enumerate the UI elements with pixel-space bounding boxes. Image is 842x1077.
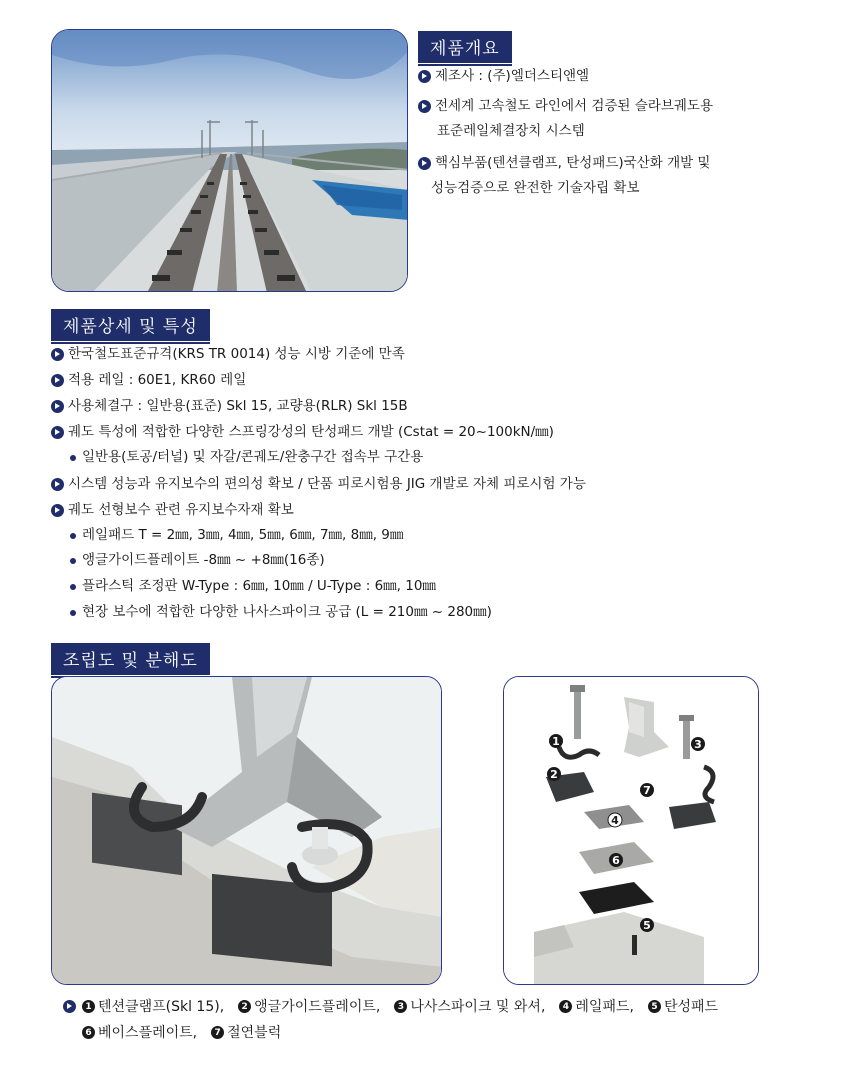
legend-item bbox=[82, 997, 224, 1017]
details-line-text: 레일패드 T = 2㎜, 3㎜, 4㎜, 5㎜, 6㎜, 7㎜, 8㎜, 9㎜ bbox=[82, 527, 404, 543]
railway-bridge-illustration bbox=[52, 30, 408, 292]
details-line bbox=[51, 475, 586, 494]
legend-label: 탄성패드 bbox=[663, 999, 719, 1015]
details-line bbox=[51, 501, 294, 520]
legend-label: 앵글가이드플레이트, bbox=[254, 999, 381, 1015]
arrow-bullet-icon bbox=[418, 70, 431, 83]
arrow-bullet-icon bbox=[51, 478, 64, 491]
details-line-text: 궤도 선형보수 관련 유지보수자재 확보 bbox=[68, 502, 294, 518]
overview-bullet-text: 제조사 : (주)엘더스티앤엘 bbox=[435, 68, 590, 84]
exploded-fastening-image bbox=[503, 676, 759, 985]
overview-bullet-text: 표준레일체결장치 시스템 bbox=[437, 123, 585, 139]
legend-item bbox=[559, 997, 634, 1017]
details-subline bbox=[70, 577, 436, 596]
legend-label: 베이스플레이트, bbox=[98, 1025, 198, 1041]
arrow-bullet-icon bbox=[51, 504, 64, 517]
part-marker-label: 4 bbox=[611, 814, 619, 827]
legend-label: 텐션클램프(Skl 15), bbox=[98, 999, 225, 1015]
details-heading: 제품상세 및 특성 bbox=[51, 309, 210, 341]
details-line bbox=[51, 397, 408, 416]
dot-bullet-icon bbox=[70, 610, 76, 616]
overview-bullet-text: 핵심부품(텐션클램프, 탄성패드)국산화 개발 및 bbox=[435, 155, 711, 171]
arrow-bullet-icon bbox=[418, 157, 431, 170]
details-line-text: 현장 보수에 적합한 다양한 나사스파이크 공급 (L = 210㎜ ~ 280㎜) bbox=[82, 604, 492, 620]
arrow-bullet-icon bbox=[51, 400, 64, 413]
part-marker-label: 2 bbox=[550, 768, 558, 781]
parts-legend-row-2 bbox=[82, 1023, 295, 1043]
part-marker-label: 5 bbox=[643, 919, 651, 932]
legend-label: 절연블럭 bbox=[227, 1025, 282, 1041]
number-badge-icon: 6 bbox=[82, 1026, 95, 1039]
overview-bullet-verified bbox=[418, 97, 713, 116]
spike-part bbox=[574, 689, 581, 739]
details-line bbox=[51, 345, 405, 364]
legend-label: 나사스파이크 및 와셔, bbox=[410, 999, 546, 1015]
details-line bbox=[51, 371, 246, 390]
dot-bullet-icon bbox=[70, 558, 76, 564]
details-subline bbox=[70, 448, 423, 467]
details-line bbox=[51, 423, 554, 442]
number-badge-icon: 7 bbox=[211, 1026, 224, 1039]
arrow-bullet-icon bbox=[63, 1000, 76, 1013]
details-line-text: 궤도 특성에 적합한 다양한 스프링강성의 탄성패드 개발 (Cstat = 20~100kN/㎜) bbox=[68, 424, 554, 440]
overview-bullet-localization-cont bbox=[431, 179, 640, 198]
overview-bullet-text: 전세계 고속철도 라인에서 검증된 슬라브궤도용 bbox=[435, 98, 713, 114]
details-line-text: 일반용(토공/터널) 및 자갈/콘궤도/완충구간 접속부 구간용 bbox=[82, 449, 424, 465]
number-badge-icon: 2 bbox=[238, 1000, 251, 1013]
details-line-text: 적용 레일 : 60E1, KR60 레일 bbox=[68, 372, 247, 388]
dot-bullet-icon bbox=[70, 455, 76, 461]
details-subline bbox=[70, 603, 492, 622]
overview-bullet-verified-cont bbox=[437, 122, 585, 141]
exploded-fastening-illustration bbox=[504, 677, 759, 985]
overview-bullet-text: 성능검증으로 완전한 기술자립 확보 bbox=[431, 180, 640, 196]
details-line-text: 시스템 성능과 유지보수의 편의성 확보 / 단품 피로시험용 JIG 개발로 자체 피로시험 가능 bbox=[68, 476, 586, 492]
arrow-bullet-icon bbox=[418, 100, 431, 113]
assembled-fastening-illustration bbox=[52, 677, 442, 985]
number-badge-icon: 1 bbox=[82, 1000, 95, 1013]
details-line-text: 사용체결구 : 일반용(표준) Skl 15, 교량용(RLR) Skl 15B bbox=[68, 398, 408, 414]
legend-label: 레일패드, bbox=[575, 999, 634, 1015]
assembled-fastening-image bbox=[51, 676, 442, 985]
legend-item bbox=[82, 1023, 197, 1043]
details-line-text: 플라스틱 조정판 W-Type : 6㎜, 10㎜ / U-Type : 6㎜, 10㎜ bbox=[82, 578, 436, 594]
assembly-heading: 조립도 및 분해도 bbox=[51, 643, 210, 675]
overview-bullet-localization bbox=[418, 154, 710, 173]
overview-bullet-manufacturer bbox=[418, 67, 589, 86]
details-line-text: 한국철도표준규격(KRS TR 0014) 성능 시방 기준에 만족 bbox=[68, 346, 405, 362]
legend-item bbox=[648, 997, 718, 1017]
arrow-bullet-icon bbox=[51, 426, 64, 439]
legend-item bbox=[238, 997, 380, 1017]
dot-bullet-icon bbox=[70, 584, 76, 590]
number-badge-icon: 5 bbox=[648, 1000, 661, 1013]
arrow-bullet-icon bbox=[51, 374, 64, 387]
legend-item bbox=[394, 997, 545, 1017]
legend-item bbox=[211, 1023, 281, 1043]
details-subline bbox=[70, 526, 403, 545]
number-badge-icon: 3 bbox=[394, 1000, 407, 1013]
details-line-text: 앵글가이드플레이트 -8㎜ ~ +8㎜(16종) bbox=[82, 552, 325, 568]
details-subline bbox=[70, 551, 325, 570]
part-marker-label: 3 bbox=[694, 738, 702, 751]
part-marker-label: 6 bbox=[612, 854, 620, 867]
part-marker-label: 1 bbox=[552, 735, 560, 748]
railway-bridge-photo bbox=[51, 29, 408, 292]
dot-bullet-icon bbox=[70, 533, 76, 539]
overview-heading: 제품개요 bbox=[418, 31, 512, 63]
arrow-bullet-icon bbox=[51, 348, 64, 361]
parts-legend-row-1 bbox=[63, 997, 718, 1017]
part-marker-label: 7 bbox=[643, 784, 651, 797]
number-badge-icon: 4 bbox=[559, 1000, 572, 1013]
